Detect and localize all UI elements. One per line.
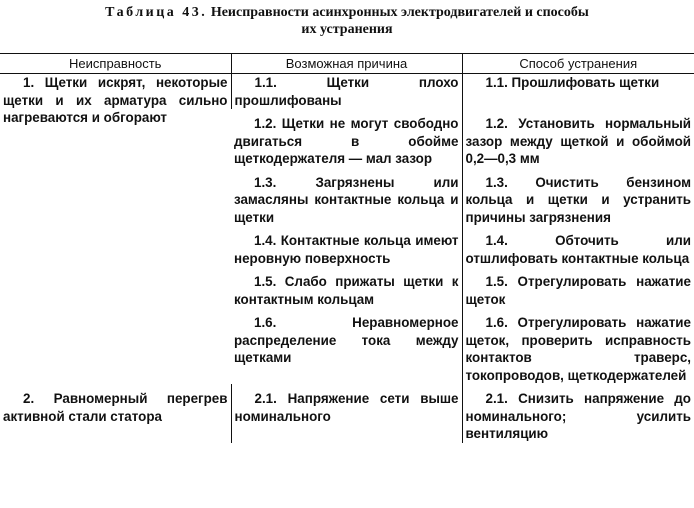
fix-cell: 1.6. Отрегулировать нажатие щеток, проверить исправность контактов траверс, токопроводов, щеткодержателей <box>462 308 694 384</box>
fix-cell: 2.1. Снизить напряжение до номинального; усилить вентиляцию <box>462 384 694 443</box>
fix-cell: 1.3. Очистить бензином кольца и щетки и устранить причины загрязнения <box>462 168 694 227</box>
table-title-line2: их устранения <box>301 22 393 37</box>
fix-cell: 1.2. Установить нормальный зазор между щеткой и обоймой 0,2—0,3 мм <box>462 109 694 168</box>
table-title-line1: Неисправности асинхронных электродвигателей и способы <box>210 5 589 20</box>
fix-cell: 1.1. Прошлифовать щетки <box>462 74 694 110</box>
cause-cell: 1.6. Неравномерное распределение тока между щетками <box>234 315 459 365</box>
header-cause: Возможная причина <box>231 54 462 74</box>
cause-cell: 1.5. Слабо прижаты щетки к контактным кольцам <box>234 274 459 307</box>
cause-cell: 1.4. Контактные кольца имеют неровную поверхность <box>234 233 459 266</box>
cause-cell: 1.2. Щетки не могут свободно двигаться в обойме щеткодержателя — мал зазор <box>234 116 459 166</box>
table-header-row <box>0 54 694 74</box>
cause-cell: 1.1. Щетки плохо прошлифованы <box>231 74 462 110</box>
cause-cell: 2.1. Напряжение сети выше номинального <box>231 384 462 443</box>
table-row <box>0 74 694 110</box>
header-fault: Неисправность <box>0 54 231 74</box>
fault-cell: 1. Щетки искрят, некоторые щетки и их арматура сильно нагреваются и обгорают <box>3 75 228 125</box>
header-fix: Способ устранения <box>462 54 694 74</box>
table-caption <box>0 4 694 38</box>
fix-cell: 1.5. Отрегулировать нажатие щеток <box>462 267 694 308</box>
fix-cell: 1.4. Обточить или отшлифовать контактные кольца <box>462 226 694 267</box>
cause-cell: 1.3. Загрязнены или замасляны контактные кольца и щетки <box>234 174 459 225</box>
table-row <box>0 384 694 443</box>
fault-cell: 2. Равномерный перегрев активной стали статора <box>3 391 228 424</box>
table-number: Таблица 43. <box>105 5 208 20</box>
faults-table <box>0 53 694 443</box>
